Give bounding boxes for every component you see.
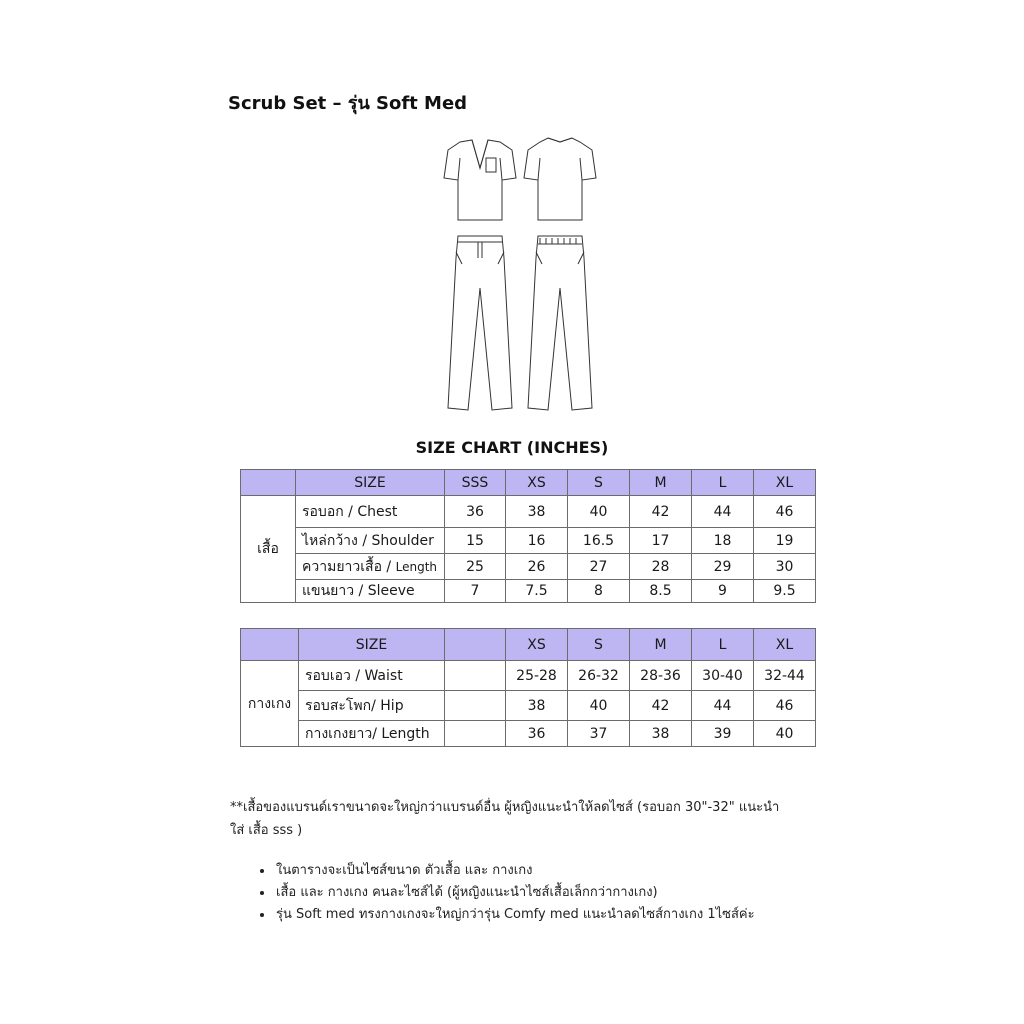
value-cell: 8.5 — [630, 580, 692, 603]
value-cell: 36 — [506, 721, 568, 747]
value-cell: 32-44 — [754, 661, 816, 691]
value-cell: 28-36 — [630, 661, 692, 691]
table-row — [241, 661, 816, 691]
header-cell — [445, 629, 506, 661]
header-blank-cell — [241, 629, 299, 661]
row-label: รอบเอว / Waist — [299, 661, 445, 691]
top-back-drawing — [524, 138, 596, 220]
value-cell: 40 — [568, 496, 630, 528]
header-cell: XL — [754, 470, 816, 496]
row-label-thai: ความยาวเสื้อ / — [302, 558, 396, 575]
value-cell: 46 — [754, 496, 816, 528]
value-cell — [445, 691, 506, 721]
value-cell: 30-40 — [692, 661, 754, 691]
value-cell: 26-32 — [568, 661, 630, 691]
value-cell: 8 — [568, 580, 630, 603]
value-cell: 29 — [692, 554, 754, 580]
value-cell: 9.5 — [754, 580, 816, 603]
row-label: รอบอก / Chest — [296, 496, 445, 528]
size-chart-heading: SIZE CHART (INCHES) — [415, 438, 609, 457]
table-row — [241, 721, 816, 747]
pants-front-drawing — [448, 236, 512, 410]
value-cell — [445, 721, 506, 747]
value-cell: 16.5 — [568, 528, 630, 554]
header-cell: SIZE — [299, 629, 445, 661]
header-cell: M — [630, 470, 692, 496]
pants-table-header-row — [241, 629, 816, 661]
value-cell: 39 — [692, 721, 754, 747]
value-cell: 42 — [630, 496, 692, 528]
header-cell: SSS — [445, 470, 506, 496]
value-cell: 19 — [754, 528, 816, 554]
value-cell: 38 — [506, 691, 568, 721]
header-cell: SIZE — [296, 470, 445, 496]
list-item: • ในตารางจะเป็นไซส์ขนาด ตัวเสื้อ และ กางเกง — [274, 860, 834, 882]
row-label: กางเกงยาว/ Length — [299, 721, 445, 747]
top-size-table — [240, 469, 816, 603]
value-cell: 25-28 — [506, 661, 568, 691]
table-row — [241, 528, 816, 554]
value-cell: 30 — [754, 554, 816, 580]
group-label-pants: กางเกง — [241, 661, 299, 747]
value-cell: 26 — [506, 554, 568, 580]
row-label: รอบสะโพก/ Hip — [299, 691, 445, 721]
value-cell: 38 — [630, 721, 692, 747]
top-front-drawing — [444, 140, 516, 220]
value-cell: 18 — [692, 528, 754, 554]
value-cell: 7.5 — [506, 580, 568, 603]
value-cell: 37 — [568, 721, 630, 747]
header-cell: S — [568, 629, 630, 661]
header-cell: XS — [506, 470, 568, 496]
header-cell: XS — [506, 629, 568, 661]
table-row — [241, 496, 816, 528]
row-label — [296, 554, 445, 580]
header-cell: S — [568, 470, 630, 496]
list-item: • เสื้อ และ กางเกง คนละไซส์ได้ (ผู้หญิงแนะนำไซส์เสื้อเล็กกว่ากางเกง) — [274, 882, 834, 904]
table-row — [241, 691, 816, 721]
table-row — [241, 580, 816, 603]
size-note: **เสื้อของแบรนด์เราขนาดจะใหญ่กว่าแบรนด์อื่น ผู้หญิงแนะนำให้ลดไซส์ (รอบอก 30"-32" แนะนำใส่ เสื้อ sss ) — [230, 800, 780, 838]
value-cell: 40 — [568, 691, 630, 721]
list-item: • รุ่น Soft med ทรงกางเกงจะใหญ่กว่ารุ่น Comfy med แนะนำลดไซส์กางเกง 1ไซส์ค่ะ — [274, 904, 834, 926]
value-cell: 25 — [445, 554, 506, 580]
group-label-shirt: เสื้อ — [241, 496, 296, 603]
header-blank-cell — [241, 470, 296, 496]
row-label: แขนยาว / Sleeve — [296, 580, 445, 603]
scrub-set-illustration — [440, 128, 600, 418]
value-cell: 42 — [630, 691, 692, 721]
value-cell: 38 — [506, 496, 568, 528]
value-cell: 46 — [754, 691, 816, 721]
value-cell: 44 — [692, 496, 754, 528]
header-cell: XL — [754, 629, 816, 661]
value-cell: 28 — [630, 554, 692, 580]
value-cell — [445, 661, 506, 691]
value-cell: 15 — [445, 528, 506, 554]
value-cell: 44 — [692, 691, 754, 721]
header-cell: L — [692, 470, 754, 496]
value-cell: 9 — [692, 580, 754, 603]
header-cell: L — [692, 629, 754, 661]
value-cell: 27 — [568, 554, 630, 580]
value-cell: 16 — [506, 528, 568, 554]
pants-back-drawing — [528, 236, 592, 410]
page-title: Scrub Set – รุ่น Soft Med — [228, 93, 468, 114]
table-row — [241, 554, 816, 580]
value-cell: 17 — [630, 528, 692, 554]
header-cell: M — [630, 629, 692, 661]
tips-list — [248, 860, 834, 926]
value-cell: 36 — [445, 496, 506, 528]
row-label: ไหล่กว้าง / Shoulder — [296, 528, 445, 554]
value-cell: 7 — [445, 580, 506, 603]
top-table-header-row — [241, 470, 816, 496]
value-cell: 40 — [754, 721, 816, 747]
row-label-english: Length — [395, 559, 437, 574]
pants-size-table — [240, 628, 816, 747]
